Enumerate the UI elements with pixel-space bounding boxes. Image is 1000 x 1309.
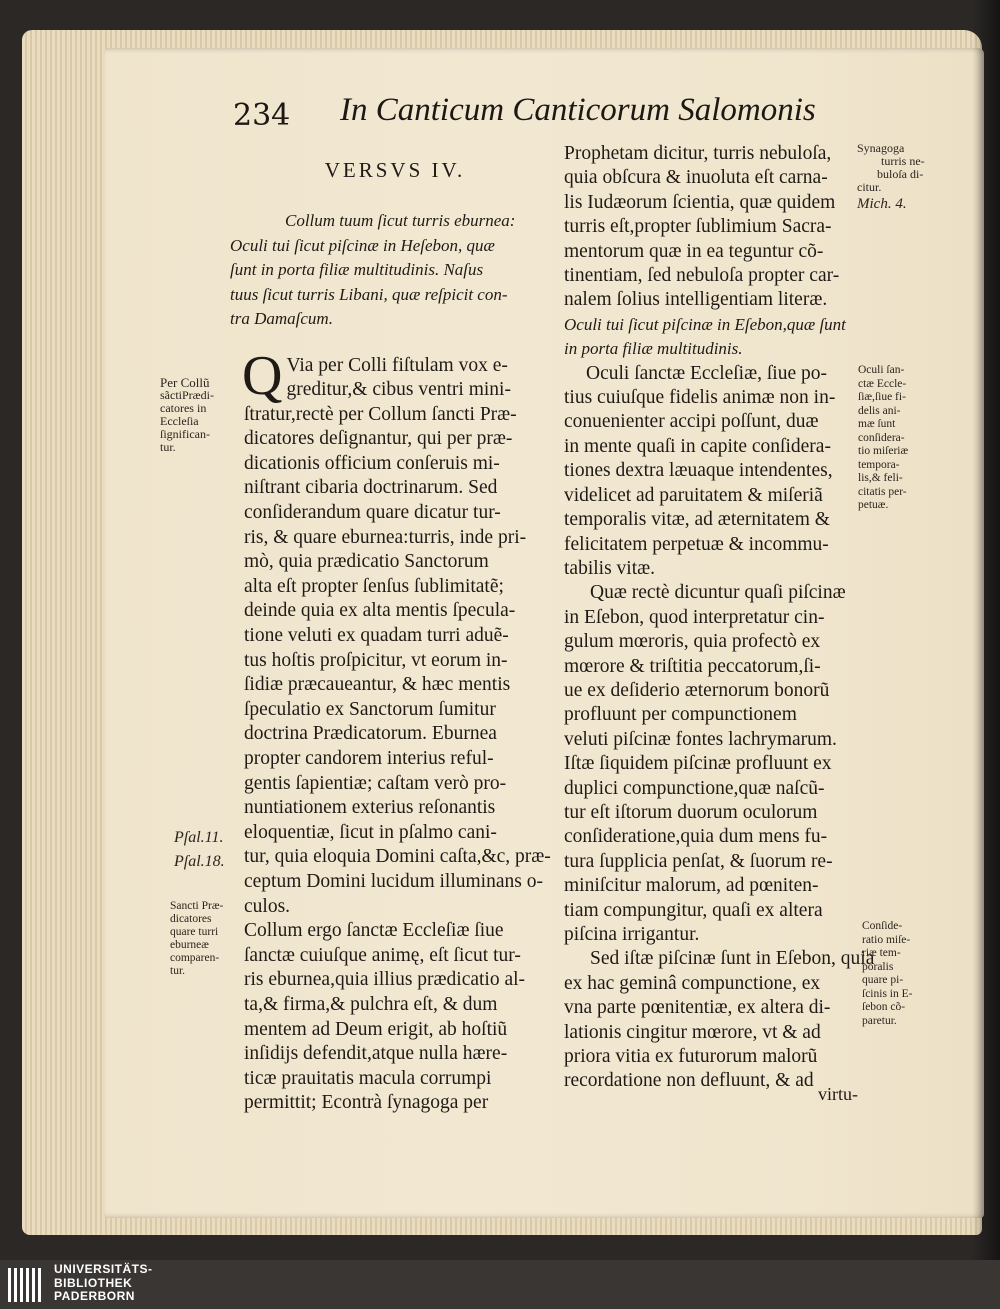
text-line: profluunt per compunctionem — [564, 704, 797, 726]
text-line: in mente quaſi in capite conſidera- — [564, 435, 831, 457]
text-line: quia obſcura & inuoluta eſt carna- — [564, 167, 828, 189]
text-line: dicationis officium conſeruis mi- — [244, 452, 500, 474]
margin-line: paretur. — [862, 1014, 897, 1027]
text-line: mò, quia prædicatio Sanctorum — [244, 551, 489, 573]
text-line: deinde quia ex alta mentis ſpecula- — [244, 600, 516, 622]
text-line: piſcina irrigantur. — [564, 924, 700, 945]
text-line: nuntiationem exterius reſonantis — [244, 797, 496, 819]
text-line: mœrore & triſtitia peccatorum,ſi- — [564, 655, 821, 677]
text-line: tabilis vitæ. — [564, 557, 656, 579]
verse-line: tra Damaſcum. — [230, 309, 333, 328]
margin-line: turris ne- — [881, 154, 925, 168]
text-line: ſpeculatio ex Sanctorum ſumitur — [244, 698, 496, 720]
text-line: tius cuiuſque fidelis animæ non in- — [564, 387, 836, 409]
library-name-line: PADERBORN — [54, 1289, 135, 1303]
text-line: eloquentiæ, ſicut in pſalmo cani- — [244, 821, 497, 843]
text-line: vna parte pœnitentiæ, ex altera di- — [564, 997, 831, 1019]
text-line: doctrina Prædicatorum. Eburnea — [244, 723, 497, 745]
margin-line: ctæ Eccle- — [858, 377, 907, 390]
running-title: In Canticum Canticorum Salomonis — [340, 92, 816, 128]
text-line: tiones dextra læuaque intendentes, — [564, 460, 833, 482]
margin-line: ſiæ,ſiue fi- — [858, 391, 906, 403]
margin-line: Pſal.11. — [174, 829, 224, 846]
margin-line: Synagoga — [857, 141, 905, 155]
text-line: in porta filiæ multitudinis. — [564, 339, 743, 359]
margin-line: citur. — [857, 180, 882, 194]
text-line: gulum mœroris, quia profectò ex — [564, 631, 821, 653]
drop-cap: Q — [242, 344, 283, 407]
margin-line: tio miſeriæ — [858, 445, 909, 457]
text-line: culos. — [244, 895, 291, 917]
text-line: ceptum Domini lucidum illuminans o- — [244, 870, 543, 892]
library-name — [54, 1263, 153, 1304]
margin-note-psalm-refs — [174, 826, 225, 874]
margin-line: ſebon cõ- — [862, 1001, 906, 1013]
text-line: Sed iſtæ piſcinæ ſunt in Eſebon, quia — [590, 948, 875, 970]
left-column — [230, 158, 550, 1116]
margin-line: Sancti Præ- — [170, 900, 224, 912]
text-line: felicitatem perpetuæ & incommu- — [564, 533, 829, 555]
text-line: turris eſt,propter ſublimium Sacra- — [564, 216, 832, 238]
text-line: duplici compunctione,quæ naſcũ- — [564, 777, 825, 799]
text-line: lis Iudæorum ſcientia, quæ quidem — [564, 191, 836, 213]
text-line: tur eſt iſtorum duorum oculorum — [564, 801, 818, 823]
right-body-text — [564, 142, 875, 1094]
text-line: priora vitia ex futurorum malorũ — [564, 1046, 818, 1068]
text-line: ſtratur,rectè per Collum ſancti Præ- — [244, 403, 517, 425]
verse-line: Collum tuum ſicut turris eburnea: — [285, 211, 516, 230]
text-line: tur, quia eloquia Domini caſta,&c, præ- — [244, 846, 551, 868]
margin-line: Eccleſia — [160, 414, 199, 428]
text-line: ticæ prauitatis macula corrumpi — [244, 1067, 492, 1089]
text-line: tinentiam, ſed nebuloſa propter car- — [564, 265, 840, 287]
library-name-line: BIBLIOTHEK — [54, 1275, 133, 1290]
text-line: tura ſupplicia penſat, & ſuorum re- — [564, 850, 833, 872]
text-line: conſiderandum quare dicatur tur- — [244, 502, 501, 524]
text-line: mentem ad Deum erigit, ab hoſtiũ — [244, 1018, 508, 1040]
margin-line: citatis per- — [858, 485, 907, 498]
text-line: Oculi tui ſicut piſcinæ in Eſebon,quæ ſunt — [564, 314, 846, 334]
text-line: propter candorem interius reful- — [244, 748, 494, 769]
margin-line: poralis — [862, 960, 894, 973]
text-line: gentis ſapientiæ; caſtam verò pro- — [244, 772, 507, 794]
margin-line: tempora- — [858, 458, 900, 471]
text-line: Prophetam dicitur, turris nebuloſa, — [564, 143, 832, 164]
margin-line: tur. — [160, 440, 176, 454]
text-line: temporalis vitæ, ad æternitatem & — [564, 509, 830, 531]
margin-line: eburneæ — [170, 939, 209, 951]
text-line: in Eſebon, quod interpretatur cin- — [564, 606, 825, 628]
text-line: tione veluti ex quadam turri aduẽ- — [244, 625, 509, 647]
text-line: ſanctæ cuiuſque animę, eſt ſicut tur- — [244, 944, 521, 966]
margin-line: riæ tem- — [862, 947, 901, 959]
margin-line: petuæ. — [858, 499, 889, 511]
margin-note-left — [170, 900, 223, 978]
margin-line: conſidera- — [858, 431, 905, 444]
margin-line: ratio miſe- — [862, 933, 911, 946]
text-line: alta eſt propter ſenſus ſublimitatẽ; — [244, 575, 504, 597]
text-line: veluti piſcinæ fontes lachrymarum. — [564, 728, 837, 750]
text-line: nalem ſolius intelligentiam literæ. — [564, 289, 828, 311]
text-line: ſidiæ præcaueantur, & hæc mentis — [244, 674, 511, 696]
catchword: virtu- — [818, 1084, 858, 1104]
verse-line: ſunt in porta filiæ multitudinis. Naſus — [230, 260, 484, 279]
text-line: Collum ergo ſanctæ Eccleſiæ ſiue — [244, 920, 504, 942]
library-logo-icon — [6, 1264, 48, 1306]
text-line: videlicet ad paruitatem & miſeriã — [564, 484, 823, 506]
margin-line: delis ani- — [858, 404, 901, 417]
text-line: lationis cingitur mœrore, vt & ad — [564, 1021, 821, 1043]
gutter-shadow — [972, 0, 1000, 1260]
margin-line: lis,& feli- — [858, 472, 903, 484]
verse-line: tuus ſicut turris Libani, quæ reſpicit con- — [230, 284, 508, 304]
margin-line: Pſal.18. — [174, 853, 225, 870]
library-name-line: UNIVERSITÄTS- — [54, 1262, 153, 1276]
margin-line: comparen- — [170, 952, 220, 964]
text-line: conſideratione,quia dum mens fu- — [564, 826, 828, 848]
margin-line: mæ ſunt — [858, 418, 896, 430]
text-line: Quæ rectè dicuntur quaſi piſcinæ — [590, 582, 846, 604]
margin-line: tur. — [170, 965, 186, 977]
margin-line: quare turri — [170, 926, 219, 938]
margin-note-left — [160, 376, 214, 454]
right-column — [564, 142, 875, 1094]
margin-line: sãctiPrædi- — [160, 388, 214, 402]
library-footer — [0, 1260, 1000, 1309]
section-heading: VERSVS IV. — [324, 158, 466, 182]
left-body-text — [230, 344, 551, 1116]
text-line: ris, & quare eburnea:turris, inde pri- — [244, 526, 527, 548]
margin-line: quare pi- — [862, 974, 904, 986]
text-line: Oculi ſanctæ Eccleſiæ, ſiue po- — [586, 362, 827, 384]
margin-line: buloſa di- — [877, 167, 924, 181]
text-line: mentorum quæ in ea teguntur cõ- — [564, 240, 824, 262]
text-line: niſtrant cibaria doctrinarum. Sed — [244, 477, 498, 499]
verse-line: Oculi tui ſicut piſcinæ in Heſebon, quæ — [230, 235, 495, 255]
margin-note-right — [857, 142, 925, 211]
text-line: ris eburnea,quia illius prædicatio al- — [244, 969, 526, 991]
text-line: Via per Colli fiſtulam vox e- — [286, 354, 508, 376]
margin-line: Oculi ſan- — [858, 364, 905, 376]
text-line: permittit; Econtrà ſynagoga per — [244, 1092, 489, 1114]
margin-line: catores in — [160, 401, 207, 415]
text-line: tiam compungitur, quaſi ex altera — [564, 899, 823, 921]
text-line: recordatione non defluunt, & ad — [564, 1070, 814, 1092]
margin-line: ſignifican- — [160, 427, 210, 441]
margin-line: Mich. 4. — [857, 196, 907, 212]
text-line: ex hac geminâ compunctione, ex — [564, 972, 821, 994]
margin-line: dicatores — [170, 913, 212, 925]
text-line: Iſtæ ſiquidem piſcinæ profluunt ex — [564, 753, 832, 775]
text-line: tus hoſtis proſpicitur, vt eorum in- — [244, 649, 508, 671]
text-line: ue ex deſiderio æternorum bonorũ — [564, 679, 830, 701]
margin-note-right — [862, 920, 912, 1028]
margin-line: Conſide- — [862, 920, 903, 932]
margin-line: Per Collũ — [160, 375, 210, 390]
page-number: 234 — [233, 98, 291, 133]
text-line: dicatores deſignantur, qui per præ- — [244, 428, 513, 450]
text-line: conuenienter accipi poſſunt, duæ — [564, 411, 819, 433]
text-line: greditur,& cibus ventri mini- — [286, 379, 511, 401]
text-line: ta,& firma,& pulchra eſt, & dum — [244, 993, 498, 1015]
text-line: miniſcitur malorum, ad pœniten- — [564, 875, 819, 897]
margin-line: ſcinis in E- — [862, 987, 913, 1000]
margin-note-right — [858, 364, 908, 513]
verse-text — [230, 209, 550, 332]
text-line: inſidijs defendit,atque nulla hære- — [244, 1043, 508, 1065]
